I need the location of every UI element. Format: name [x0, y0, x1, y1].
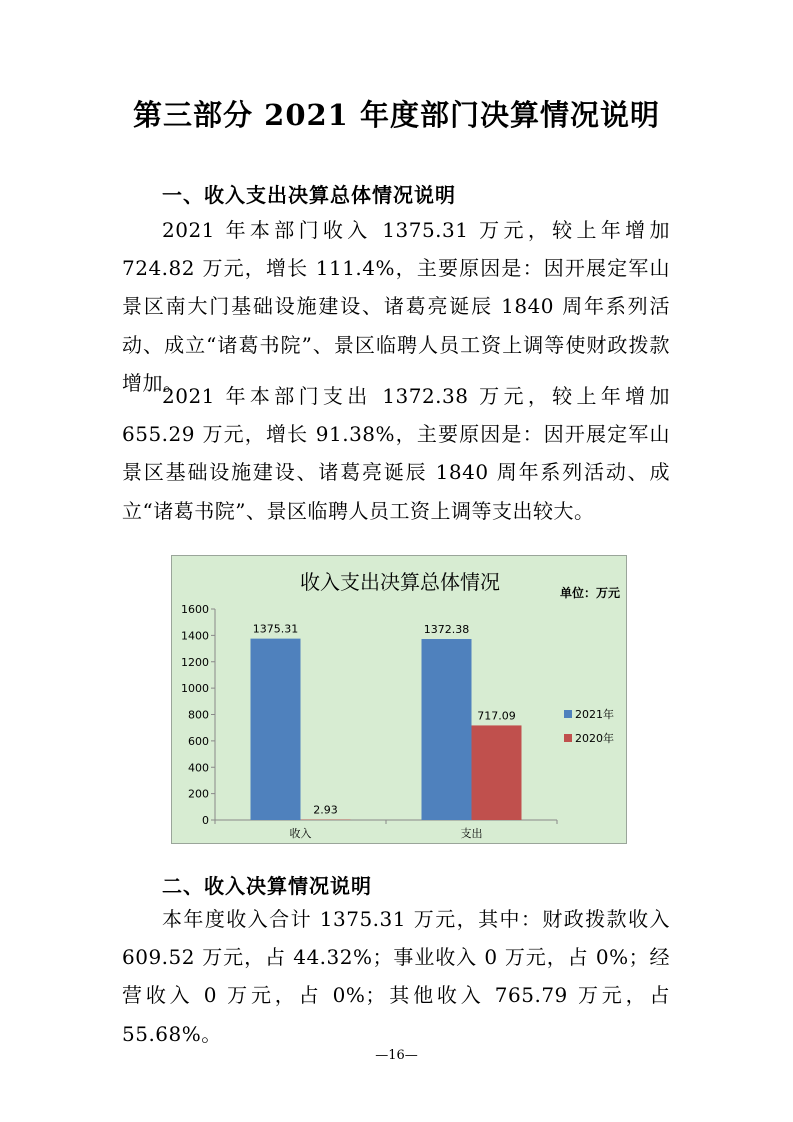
- chart-legend: [564, 702, 614, 750]
- y-tick-label: 1600: [181, 603, 209, 616]
- bar-2020-1: [472, 725, 522, 820]
- y-tick-label: 1000: [181, 682, 209, 696]
- income-expense-chart: [171, 555, 627, 844]
- y-tick-label: 800: [188, 708, 209, 722]
- paragraph-income-detail: 本年度收入合计 1375.31 万元，其中：财政拨款收入 609.52 万元，占 44.32%；事业收入 0 万元，占 0%；经营收入 0 万元，占 0%；其他收入 765.79 万元，占 55.68%。: [122, 907, 670, 1046]
- legend-item-2020: [564, 726, 614, 750]
- paragraph-income: 2021 年本部门收入 1375.31 万元，较上年增加 724.82 万元，增长 111.4%，主要原因是：因开展定军山景区南大门基础设施建设、诸葛亮诞辰 1840 周年系列活动、成立“诸葛书院”、景区临聘人员工资上调等使财政拨款增加。: [122, 218, 670, 395]
- chart-title: 收入支出决算总体情况: [300, 570, 500, 594]
- y-tick-label: 0: [202, 814, 209, 827]
- page-title: 第三部分 2021 年度部门决算情况说明: [133, 98, 660, 132]
- chart-unit-label: 单位：万元: [559, 586, 620, 600]
- bar-2021-0: [251, 639, 301, 820]
- section-heading-1: 一、收入支出决算总体情况说明: [162, 183, 456, 207]
- legend-label-2020: 2020年: [575, 732, 614, 745]
- data-label: 717.09: [477, 709, 516, 723]
- x-tick-label: 收入: [289, 827, 312, 840]
- paragraph-expense: 2021 年本部门支出 1372.38 万元，较上年增加 655.29 万元，增长 91.38%，主要原因是：因开展定军山景区基础设施建设、诸葛亮诞辰 1840 周年系列活动、成立“诸葛书院”、景区临聘人员工资上调等支出较大。: [122, 384, 670, 523]
- legend-swatch-2021: [564, 710, 572, 718]
- data-label: 1375.31: [252, 622, 299, 636]
- bar-2021-1: [422, 639, 472, 820]
- legend-item-2021: [564, 702, 614, 726]
- x-tick-label: 支出: [460, 827, 483, 840]
- y-tick-label: 600: [188, 734, 209, 748]
- section-heading-2: 二、收入决算情况说明: [162, 874, 372, 898]
- y-tick-label: 200: [188, 787, 209, 801]
- y-tick-label: 1400: [181, 629, 209, 643]
- page-number: —16—: [375, 1048, 418, 1063]
- y-tick-label: 1200: [181, 655, 209, 669]
- legend-label-2021: 2021年: [575, 708, 614, 721]
- y-tick-label: 400: [188, 761, 209, 775]
- legend-swatch-2020: [564, 734, 572, 742]
- data-label: 2.93: [313, 803, 338, 817]
- data-label: 1372.38: [423, 623, 470, 637]
